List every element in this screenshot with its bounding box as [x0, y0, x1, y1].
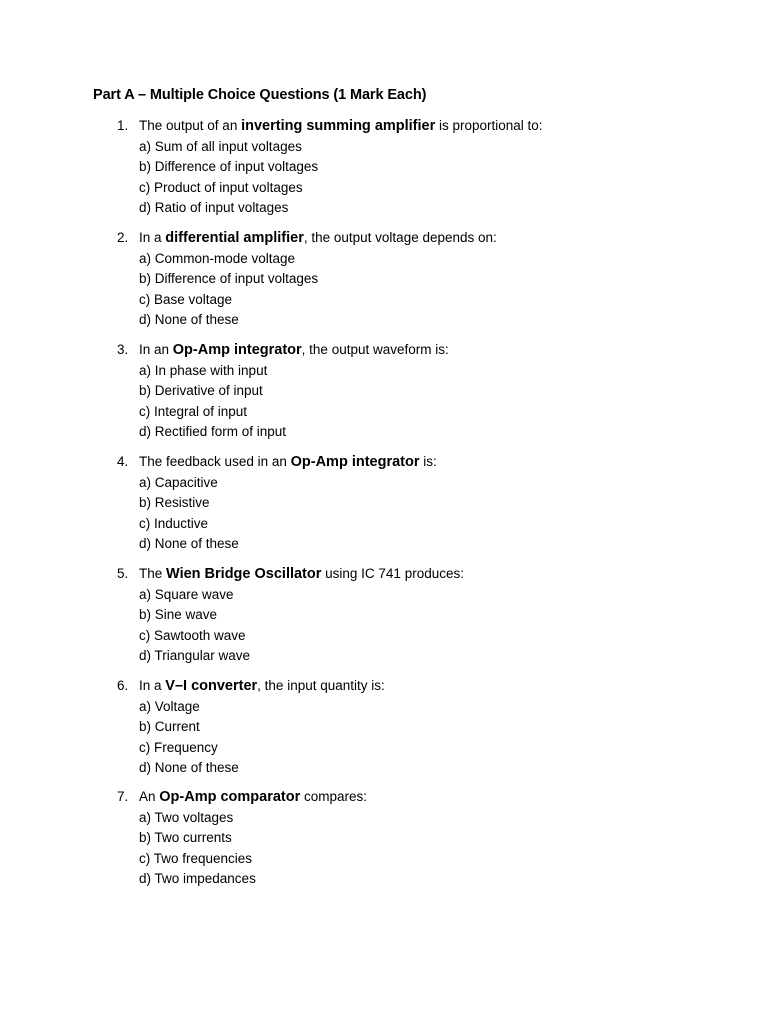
- question-keyword: V–I converter: [165, 678, 258, 694]
- option-a: a) Two voltages: [139, 809, 234, 825]
- question-stem: [117, 676, 717, 697]
- option-d: d) None of these: [139, 536, 239, 551]
- question-keyword: Op-Amp integrator: [290, 454, 420, 470]
- question-text-before: In a: [139, 230, 166, 245]
- option-d: d) Rectified form of input: [139, 424, 287, 439]
- option-b: b) Difference of input voltages: [139, 159, 319, 174]
- option-c: c) Frequency: [139, 739, 218, 755]
- option-c: c) Base voltage: [139, 291, 233, 307]
- option-d: d) None of these: [139, 312, 239, 327]
- option-d: d) Ratio of input voltages: [139, 200, 289, 215]
- option-b: b) Sine wave: [139, 607, 218, 622]
- question-2: [117, 228, 717, 331]
- question-text-after: using IC 741 produces:: [321, 566, 464, 581]
- option-a: a) Voltage: [139, 698, 200, 714]
- question-stem: [117, 564, 717, 585]
- option-d: d) Two impedances: [139, 871, 256, 886]
- question-text-before: The output of an: [139, 118, 242, 133]
- question-keyword: differential amplifier: [165, 230, 304, 246]
- option-c: c) Sawtooth wave: [139, 627, 246, 643]
- question-number: 7.: [117, 789, 129, 804]
- question-6: [117, 676, 717, 779]
- question-text-before: The: [139, 566, 167, 581]
- option-c: c) Inductive: [139, 515, 209, 531]
- question-3: [117, 340, 717, 443]
- question-text-before: The feedback used in an: [139, 454, 291, 469]
- option-a: a) Capacitive: [139, 474, 218, 490]
- question-stem: [117, 340, 717, 361]
- question-number: 4.: [117, 454, 129, 469]
- question-number: 3.: [117, 342, 129, 357]
- option-b: b) Derivative of input: [139, 383, 263, 398]
- question-keyword: inverting summing amplifier: [241, 118, 436, 134]
- question-text-before: In an: [139, 342, 173, 357]
- section-heading: Part A – Multiple Choice Questions (1 Mark Each): [93, 87, 427, 103]
- question-4: [117, 452, 717, 555]
- option-b: b) Difference of input voltages: [139, 271, 319, 286]
- question-stem: [117, 787, 717, 808]
- option-c: c) Product of input voltages: [139, 179, 303, 195]
- question-number: 1.: [117, 118, 129, 133]
- question-text-after: , the input quantity is:: [257, 678, 385, 693]
- question-text-after: , the output voltage depends on:: [303, 230, 497, 245]
- option-b: b) Two currents: [139, 830, 232, 845]
- question-stem: [117, 228, 717, 249]
- question-number: 5.: [117, 566, 129, 581]
- question-number: 6.: [117, 678, 129, 693]
- question-keyword: Op-Amp comparator: [159, 789, 301, 805]
- option-b: b) Resistive: [139, 495, 210, 510]
- question-7: [117, 787, 717, 890]
- option-b: b) Current: [139, 719, 200, 734]
- question-1: [117, 116, 717, 219]
- question-text-before: An: [139, 789, 160, 804]
- option-c: c) Integral of input: [139, 403, 248, 419]
- option-a: a) Common-mode voltage: [139, 250, 296, 266]
- question-stem: [117, 116, 717, 137]
- question-text-after: is:: [419, 454, 437, 469]
- question-text-after: , the output waveform is:: [301, 342, 449, 357]
- option-a: a) Sum of all input voltages: [139, 138, 302, 154]
- question-keyword: Wien Bridge Oscillator: [166, 566, 322, 582]
- question-text-after: is proportional to:: [435, 118, 543, 133]
- question-text-before: In a: [139, 678, 166, 693]
- option-c: c) Two frequencies: [139, 850, 253, 866]
- option-d: d) None of these: [139, 760, 239, 775]
- option-a: a) Square wave: [139, 586, 234, 602]
- question-number: 2.: [117, 230, 129, 245]
- option-a: a) In phase with input: [139, 362, 268, 378]
- question-stem: [117, 452, 717, 473]
- question-text-after: compares:: [300, 789, 368, 804]
- question-5: [117, 564, 717, 667]
- question-keyword: Op-Amp integrator: [172, 342, 302, 358]
- option-d: d) Triangular wave: [139, 648, 251, 663]
